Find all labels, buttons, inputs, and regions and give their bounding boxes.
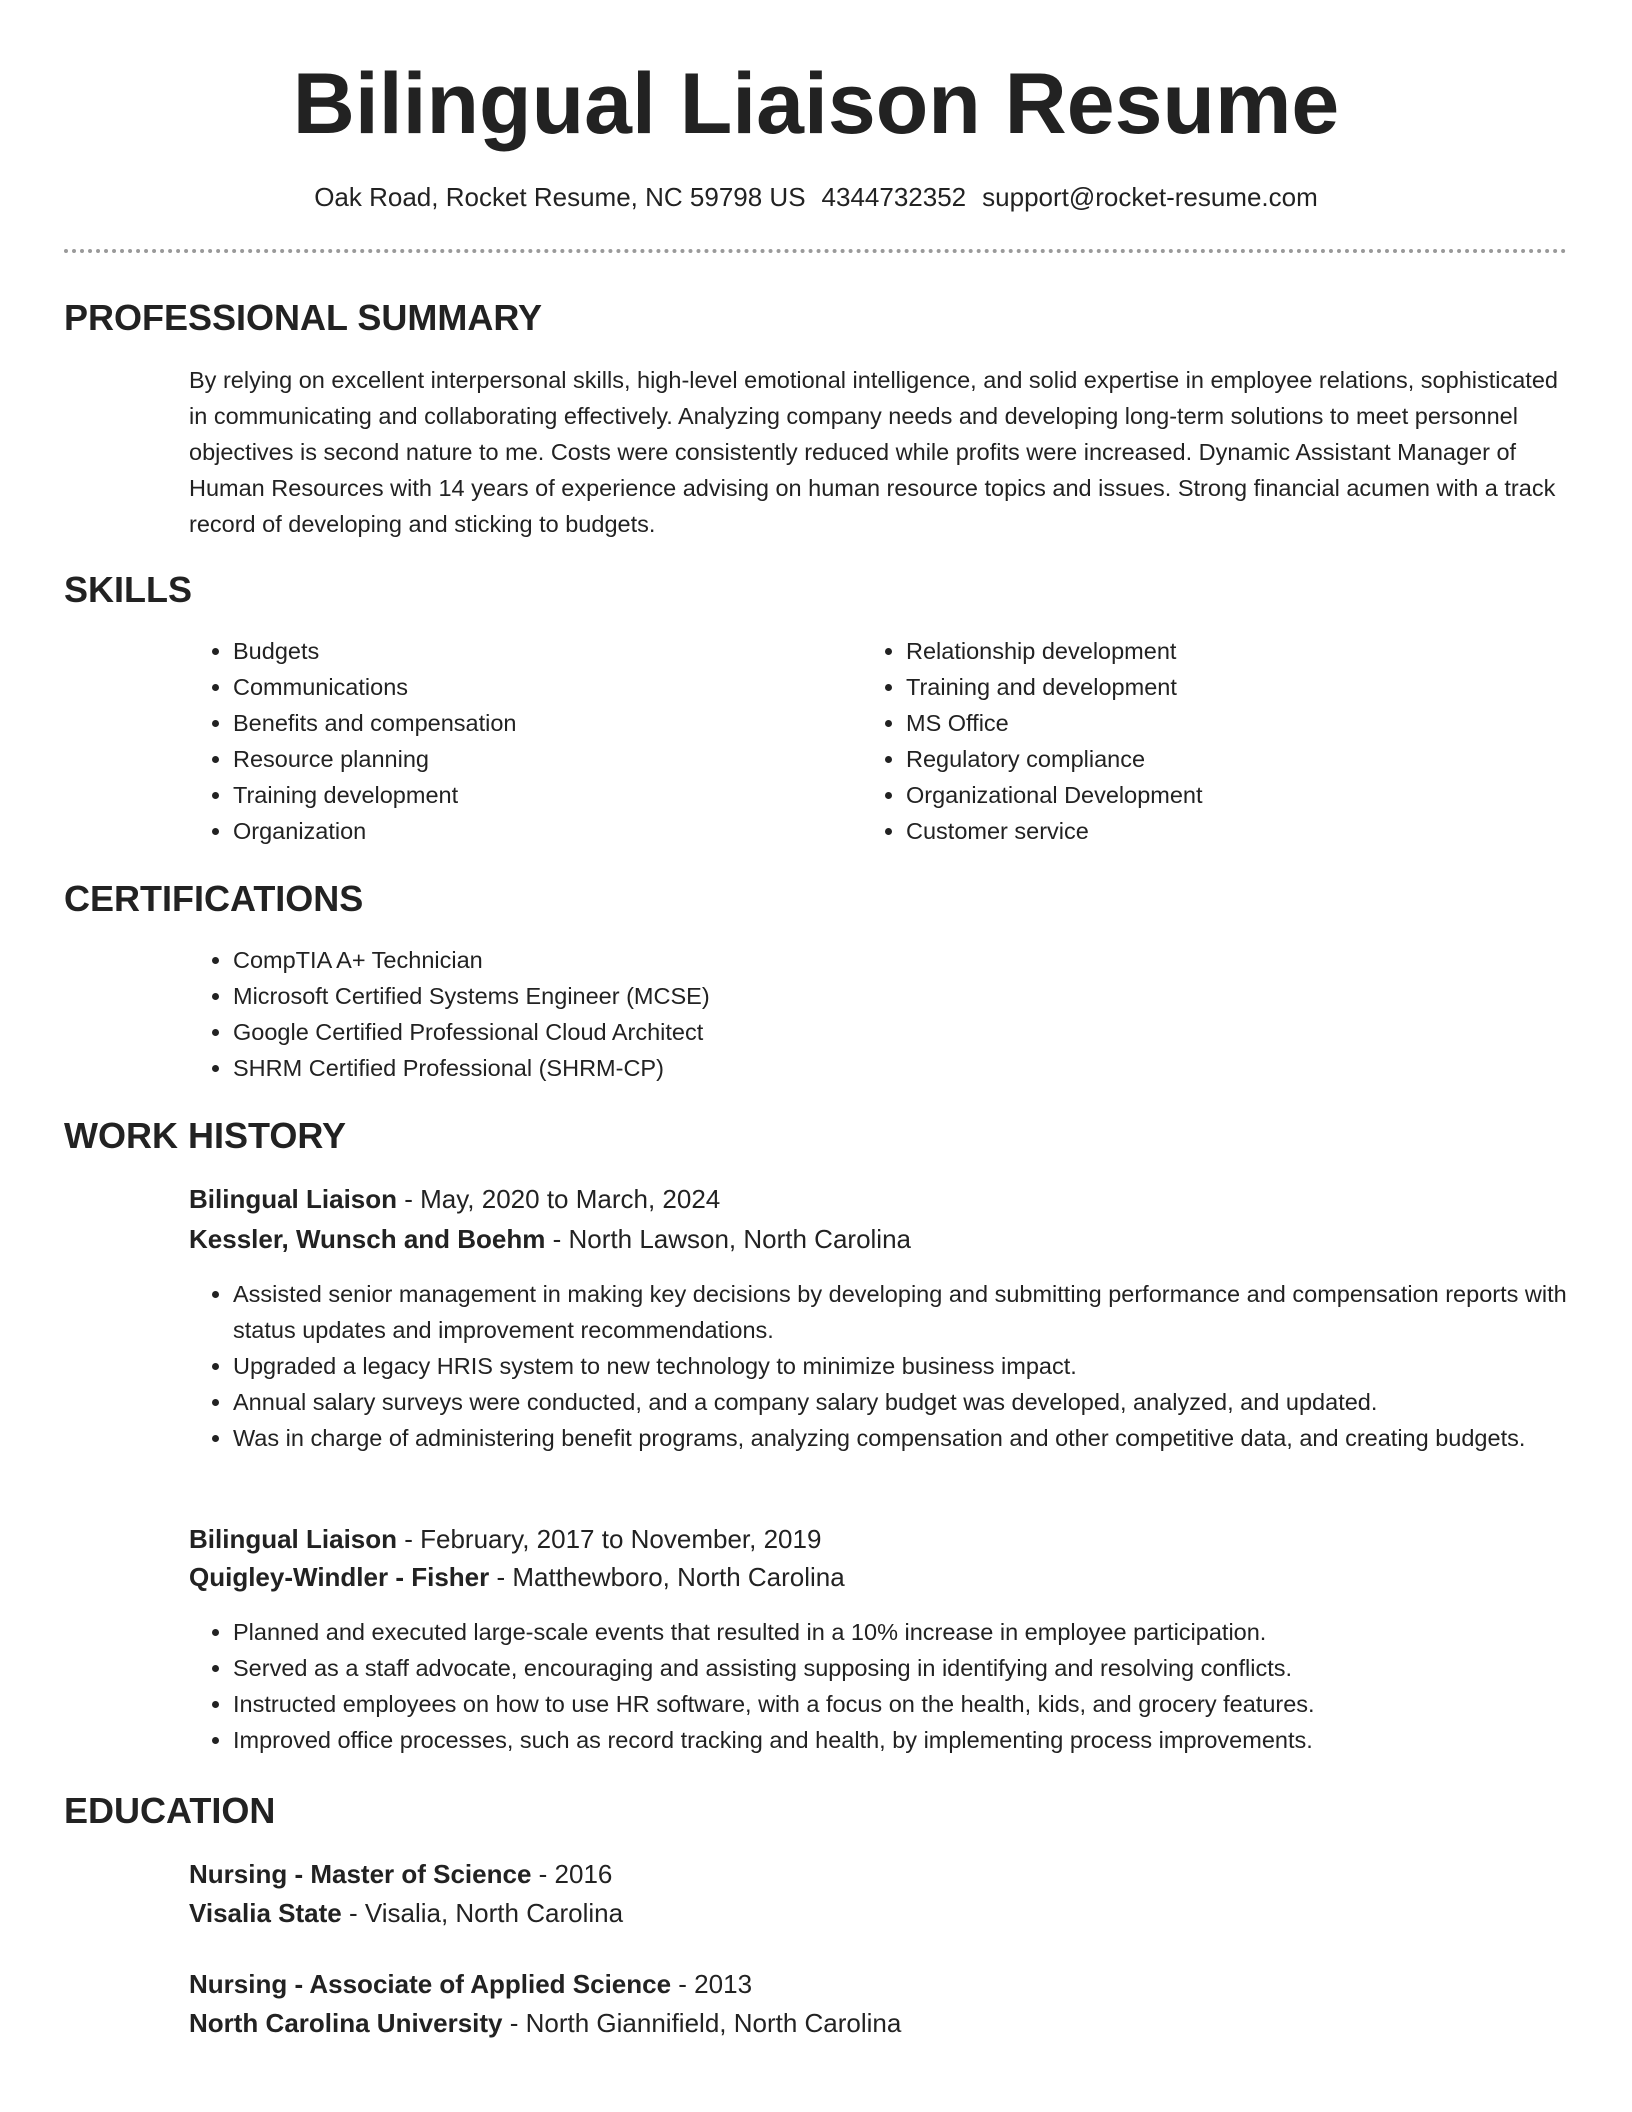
- skill-item: • Regulatory compliance: [906, 741, 1506, 777]
- job-company-line: [189, 1220, 911, 1258]
- job-role: Bilingual Liaison: [189, 1524, 398, 1554]
- skill-item: • Organization: [233, 813, 793, 849]
- resume-title: Bilingual Liaison Resume: [292, 56, 1340, 152]
- education-school: Visalia State: [189, 1898, 342, 1928]
- skill-item: • Budgets: [233, 633, 793, 669]
- skill-item: • Resource planning: [233, 741, 793, 777]
- education-school-line: [189, 1894, 623, 1932]
- section-title-summary: PROFESSIONAL SUMMARY: [64, 297, 543, 338]
- certification-item: • SHRM Certified Professional (SHRM-CP): [233, 1050, 1433, 1086]
- skill-item: • Customer service: [906, 813, 1506, 849]
- job-bullet: • Was in charge of administering benefit programs, analyzing compensation and other competitive data, and creating budgets.: [233, 1420, 1569, 1456]
- skill-item: • Training development: [233, 777, 793, 813]
- job-role: Bilingual Liaison: [189, 1184, 398, 1214]
- skill-item: • Benefits and compensation: [233, 705, 793, 741]
- contact-address: Oak Road, Rocket Resume, NC 59798 US: [314, 182, 806, 212]
- job-company: Quigley-Windler - Fisher: [189, 1562, 490, 1592]
- header-divider: [64, 249, 1567, 253]
- certification-item: • Google Certified Professional Cloud Architect: [233, 1014, 1433, 1050]
- section-title-work-history: WORK HISTORY: [64, 1115, 347, 1156]
- certification-item: • CompTIA A+ Technician: [233, 942, 1433, 978]
- job-bullets: [189, 1614, 1569, 1758]
- skills-list-right: [862, 633, 1506, 849]
- job-dates: - February, 2017 to November, 2019: [397, 1524, 822, 1554]
- contact-phone: 4344732352: [821, 182, 967, 212]
- summary-text: By relying on excellent interpersonal skills, high-level emotional intelligence, and solid expertise in employee relations, sophisticated in communicating and collaborating effectively. Analyzing company needs and developing long-term solutions to meet personnel objectives is second nature to me. Costs were consistently reduced while profits were increased. Dynamic Assistant Manager of Human Resources with 14 years of experience advising on human resource topics and issues. Strong financial acumen with a track record of developing and sticking to budgets.: [189, 367, 1558, 537]
- education-school: North Carolina University: [189, 2008, 503, 2038]
- job-bullet: • Annual salary surveys were conducted, and a company salary budget was developed, analyzed, and updated.: [233, 1384, 1569, 1420]
- education-location: - Visalia, North Carolina: [341, 1898, 624, 1928]
- skill-item: • MS Office: [906, 705, 1506, 741]
- job-dates: - May, 2020 to March, 2024: [397, 1184, 721, 1214]
- job-title-line: [189, 1180, 720, 1218]
- education-year: - 2013: [671, 1969, 753, 1999]
- job-bullets: [189, 1276, 1569, 1456]
- section-title-education: EDUCATION: [64, 1790, 276, 1831]
- education-location: - North Giannifield, North Carolina: [502, 2008, 902, 2038]
- section-title-certifications: CERTIFICATIONS: [64, 878, 364, 919]
- education-degree-line: [189, 1855, 612, 1893]
- section-title-skills: SKILLS: [64, 569, 193, 610]
- education-degree-line: [189, 1965, 752, 2003]
- education-school-line: [189, 2004, 901, 2042]
- skill-item: • Relationship development: [906, 633, 1506, 669]
- skill-item: • Communications: [233, 669, 793, 705]
- job-bullet: • Upgraded a legacy HRIS system to new technology to minimize business impact.: [233, 1348, 1569, 1384]
- education-year: - 2016: [531, 1859, 613, 1889]
- certification-item: • Microsoft Certified Systems Engineer (MCSE): [233, 978, 1433, 1014]
- certifications-list: [189, 942, 1433, 1086]
- job-location: - Matthewboro, North Carolina: [489, 1562, 845, 1592]
- job-title-line: [189, 1520, 821, 1558]
- contact-line: [0, 180, 1632, 214]
- job-bullet: • Served as a staff advocate, encouraging and assisting supposing in identifying and resolving conflicts.: [233, 1650, 1569, 1686]
- job-bullet: • Improved office processes, such as record tracking and health, by implementing process improvements.: [233, 1722, 1569, 1758]
- job-bullet: • Instructed employees on how to use HR software, with a focus on the health, kids, and grocery features.: [233, 1686, 1569, 1722]
- education-degree: Nursing - Master of Science: [189, 1859, 532, 1889]
- contact-email: support@rocket-resume.com: [982, 182, 1318, 212]
- job-bullet: • Planned and executed large-scale events that resulted in a 10% increase in employee participation.: [233, 1614, 1569, 1650]
- skills-list-left: [189, 633, 793, 849]
- job-company: Kessler, Wunsch and Boehm: [189, 1224, 546, 1254]
- skill-item: • Organizational Development: [906, 777, 1506, 813]
- job-bullet: • Assisted senior management in making key decisions by developing and submitting performance and compensation reports with status updates and improvement recommendations.: [233, 1276, 1569, 1348]
- job-company-line: [189, 1558, 845, 1596]
- skill-item: • Training and development: [906, 669, 1506, 705]
- job-location: - North Lawson, North Carolina: [545, 1224, 912, 1254]
- education-degree: Nursing - Associate of Applied Science: [189, 1969, 672, 1999]
